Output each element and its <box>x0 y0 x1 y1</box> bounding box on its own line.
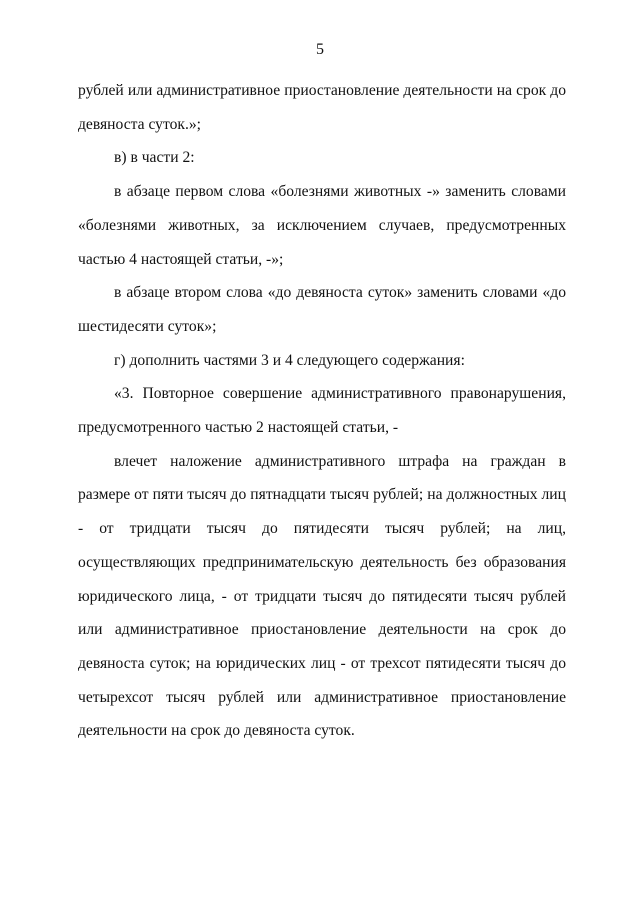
paragraph-part-3: «3. Повторное совершение административного правонарушения, предусмотренного частью 2 настоящей статьи, - <box>78 385 566 437</box>
paragraph-item-v: в) в части 2: <box>114 149 195 167</box>
paragraph-item-g: г) дополнить частями 3 и 4 следующего содержания: <box>114 351 465 369</box>
paragraph-penalty: влечет наложение административного штрафа на граждан в размере от пяти тысяч до пятнадцати тысяч рублей; на должностных лиц - от тридцати тысяч до пятидесяти тысяч рублей; на лиц, осуществляющих предпринимательскую деятельность без образования юридического лица, - от тридцати тысяч до пятидесяти тысяч рублей или административное приостановление деятельности на срок до девяноста суток; на юридических лиц - от трехсот пятидесяти тысяч до четырехсот тысяч рублей или административное приостановление деятельности на срок до девяноста суток. <box>78 452 566 740</box>
document-body <box>78 74 566 748</box>
paragraph-continuation: рублей или административное приостановление деятельности на срок до девяноста суток.»; <box>78 82 566 133</box>
paragraph-first-abzats: в абзаце первом слова «болезнями животных -» заменить словами «болезнями животных, за исключением случаев, предусмотренных частью 4 настоящей статьи, -»; <box>78 183 566 268</box>
page-number: 5 <box>316 41 324 58</box>
paragraph-second-abzats: в абзаце втором слова «до девяноста суток» заменить словами «до шестидесяти суток»; <box>78 284 566 335</box>
